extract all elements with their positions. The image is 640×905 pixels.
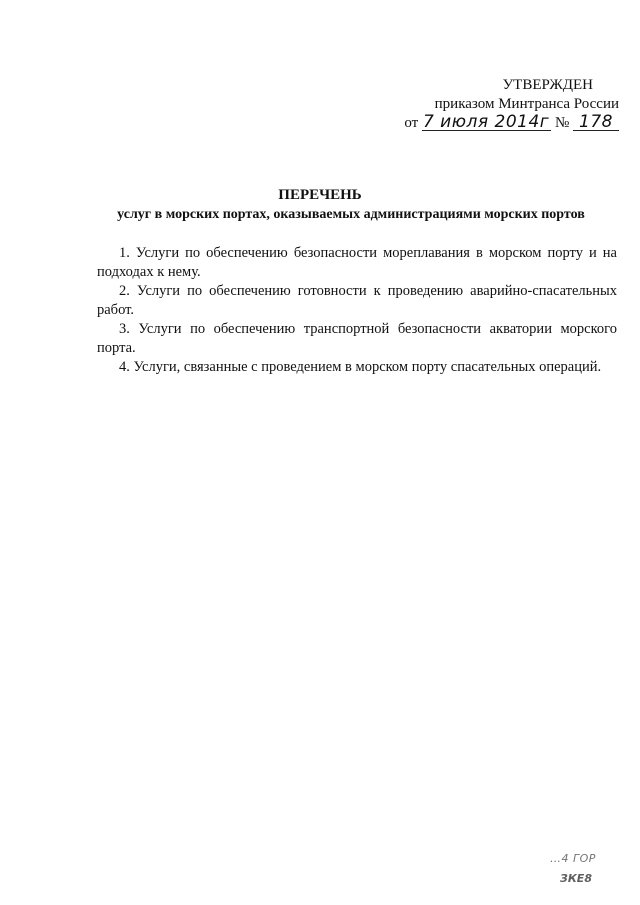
list-item-text: 4. Услуги, связанные с проведением в морском порту спасательных операций. [119,359,602,375]
list-item-text: 3. Услуги по обеспечению транспортной безопасности акватории морского порта. [97,321,617,356]
stamp-line-1: …4 ГОР [550,852,596,865]
approved-label: УТВЕРЖДЕН [502,77,593,93]
services-list [97,244,617,377]
from-prefix: от [404,115,419,131]
handwritten-number: 178 [573,115,619,131]
list-item [97,282,617,320]
order-issuer: приказом Минтранса России [434,96,619,112]
number-prefix: № [554,115,570,131]
list-item [97,244,617,282]
approval-block [404,76,619,133]
list-item-text: 2. Услуги по обеспечению готовности к проведению аварийно-спасательных работ. [97,283,617,318]
list-item-text: 1. Услуги по обеспечению безопасности мореплавания в морском порту и на подходах к нему. [97,245,617,280]
order-date-number-line [404,114,619,133]
handwritten-date: 7 июля 2014г [422,112,550,132]
registration-stamp [548,852,608,892]
stamp-line-2: ЗКЕ8 [560,872,592,885]
document-title: ПЕРЕЧЕНЬ [278,187,362,203]
list-item [97,320,617,358]
list-item [97,358,617,377]
document-subtitle: услуг в морских портах, оказываемых администрациями морских портов [117,207,585,222]
